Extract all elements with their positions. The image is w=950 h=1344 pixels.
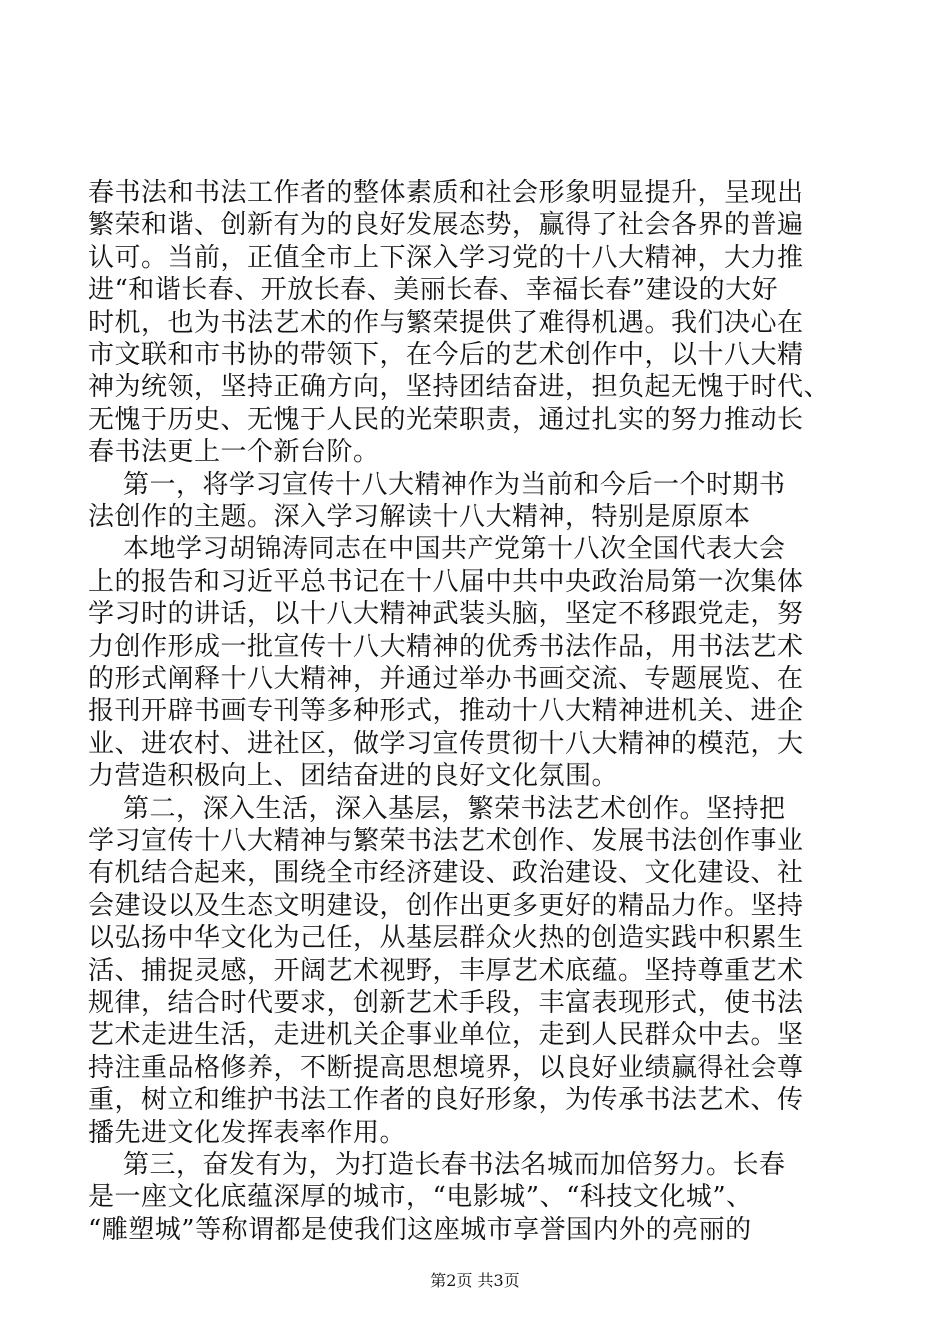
text-line: 神为统领，坚持正确方向，坚持团结奋进，担负起无愧于时代、 xyxy=(88,372,831,403)
text-line: 市文联和市书协的带领下，在今后的艺术创作中，以十八大精 xyxy=(88,340,804,370)
page-footer: 第2页 共3页 xyxy=(430,1271,520,1290)
text-line: 业、进农村、进社区，做学习宣传贯彻十八大精神的模范，大 xyxy=(88,728,804,759)
text-line: 学习宣传十八大精神与繁荣书法艺术创作、发展书法创作事业 xyxy=(88,826,804,856)
text-line: 持注重品格修养，不断提高思想境界，以良好业绩赢得社会尊 xyxy=(88,1052,804,1083)
text-line: 第一，将学习宣传十八大精神作为当前和今后一个时期书 xyxy=(88,469,786,500)
text-line: 规律，结合时代要求，创新艺术手段，丰富表现形式，使书法 xyxy=(88,988,804,1018)
text-line: 法创作的主题。深入学习解读十八大精神，特别是原原本 xyxy=(88,502,751,532)
text-line: 报刊开辟书画专刊等多种形式，推动十八大精神进机关、进企 xyxy=(88,696,804,727)
text-line: 会建设以及生态文明建设，创作出更多更好的精品力作。坚持 xyxy=(88,890,804,921)
text-line: 的形式阐释十八大精神，并通过举办书画交流、专题展览、在 xyxy=(88,664,804,694)
text-line: 上的报告和习近平总书记在十八届中共中央政治局第一次集体 xyxy=(88,566,804,597)
text-line: 以弘扬中华文化为己任，从基层群众火热的创造实践中积累生 xyxy=(88,923,804,954)
text-line: 活、捕捉灵感，开阔艺术视野，丰厚艺术底蕴。坚持尊重艺术 xyxy=(88,955,804,986)
text-line: 第三，奋发有为，为打造长春书法名城而加倍努力。长春 xyxy=(88,1150,786,1180)
text-line: “雕塑城”等称谓都是使我们这座城市享誉国内外的亮丽的 xyxy=(88,1214,752,1245)
text-line: 无愧于历史、无愧于人民的光荣职责，通过扎实的努力推动长 xyxy=(88,404,804,435)
text-line: 本地学习胡锦涛同志在中国共产党第十八次全国代表大会 xyxy=(88,534,786,565)
text-line: 春书法和书法工作者的整体素质和社会形象明显提升，呈现出 xyxy=(88,178,804,208)
text-line: 繁荣和谐、创新有为的良好发展态势，赢得了社会各界的普遍 xyxy=(88,210,804,241)
text-line: 时机，也为书法艺术的作与繁荣提供了难得机遇。我们决心在 xyxy=(88,307,804,338)
text-line: 有机结合起来，围绕全市经济建设、政治建设、文化建设、社 xyxy=(88,858,804,889)
text-line: 进“和谐长春、开放长春、美丽长春、幸福长春”建设的大好 xyxy=(88,275,779,306)
text-line: 力创作形成一批宣传十八大精神的优秀书法作品，用书法艺术 xyxy=(88,631,804,662)
text-line: 艺术走进生活，走进机关企事业单位，走到人民群众中去。坚 xyxy=(88,1020,804,1051)
text-line: 播先进文化发挥表率作用。 xyxy=(88,1117,407,1148)
text-line: 认可。当前，正值全市上下深入学习党的十八大精神，大力推 xyxy=(88,242,804,273)
text-line: 重，树立和维护书法工作者的良好形象，为传承书法艺术、传 xyxy=(88,1085,804,1116)
text-line: 春书法更上一个新台阶。 xyxy=(88,437,380,468)
text-line: 学习时的讲话，以十八大精神武装头脑，坚定不移跟党走，努 xyxy=(88,599,804,630)
text-line: 力营造积极向上、团结奋进的良好文化氛围。 xyxy=(88,761,619,792)
text-line: 是一座文化底蕴深厚的城市，“电影城”、“科技文化城”、 xyxy=(88,1182,753,1213)
text-line: 第二，深入生活，深入基层，繁荣书法艺术创作。坚持把 xyxy=(88,793,786,824)
